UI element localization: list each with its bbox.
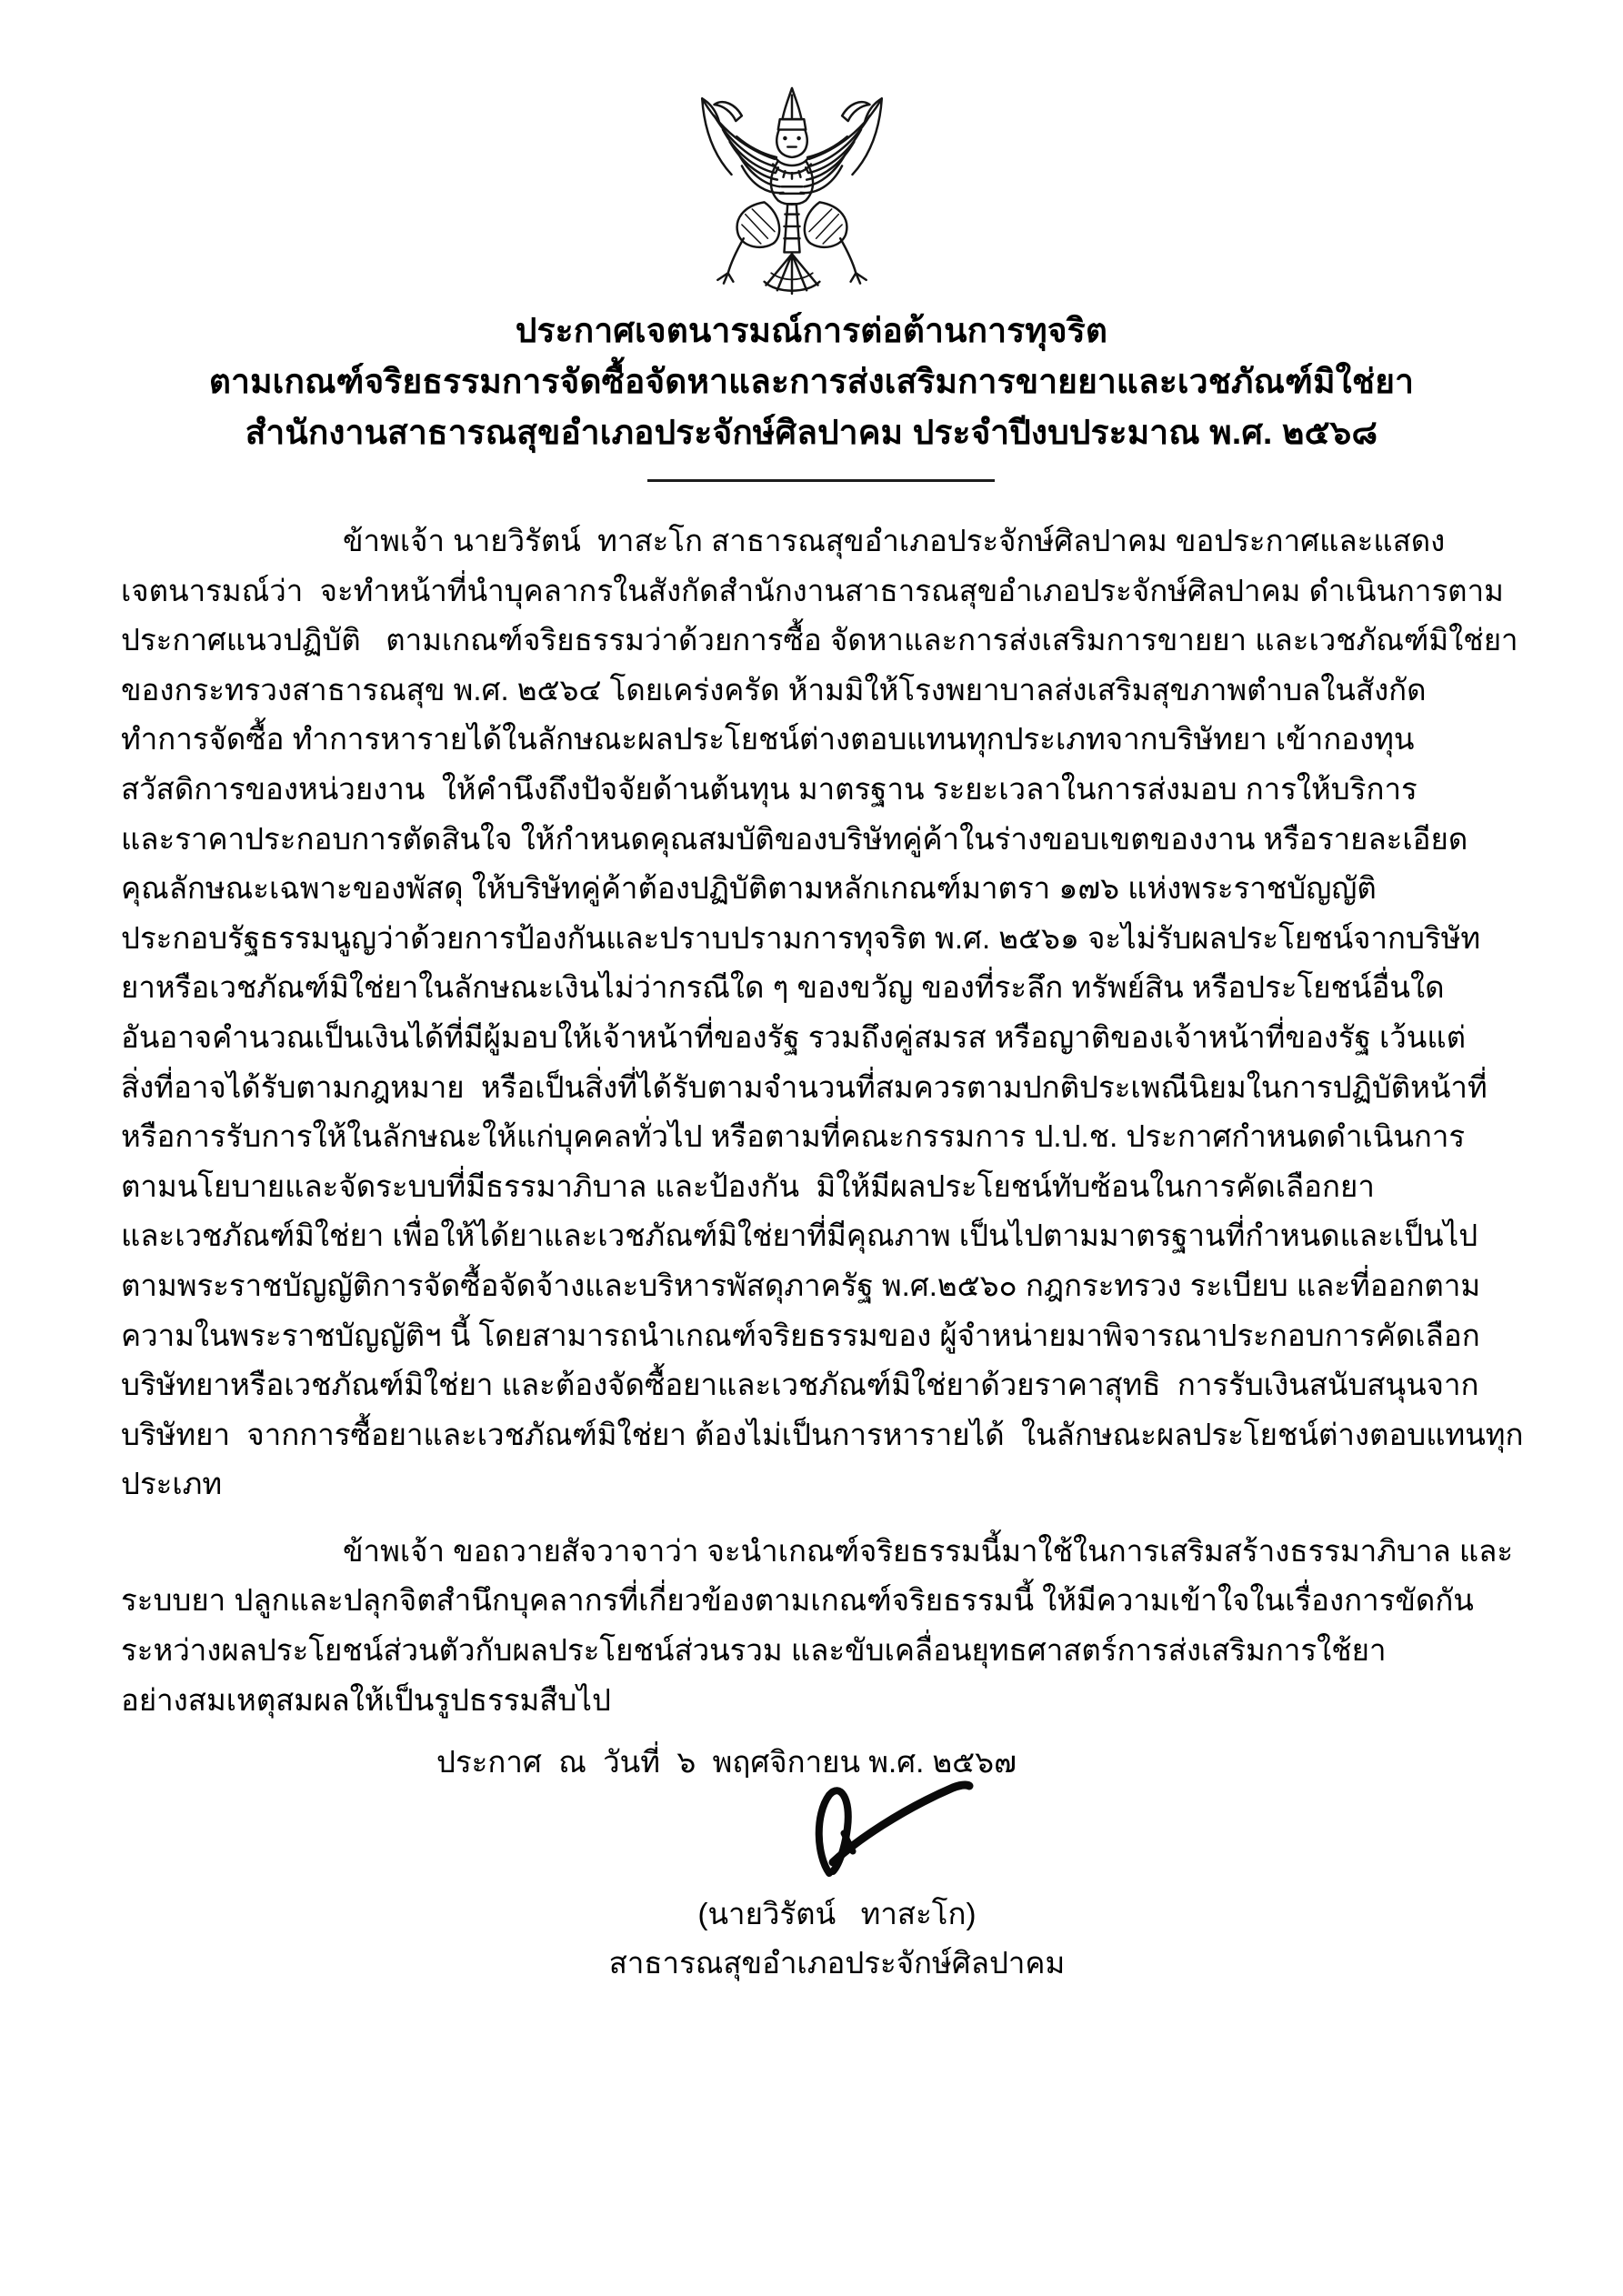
body-line: ตามพระราชบัญญัติการจัดซื้อจัดจ้างและบริหารพัสดุภาครัฐ พ.ศ.๒๕๖๐ กฎกระทรวง ระเบียบ และที่ออกตาม (121, 1268, 1481, 1302)
body-line: ตามนโยบายและจัดระบบที่มีธรรมาภิบาล และป้องกัน มิให้มีผลประโยชน์ทับซ้อนในการคัดเลือกยา (121, 1168, 1375, 1203)
body-line: ประกาศแนวปฏิบัติ ตามเกณฑ์จริยธรรมว่าด้วยการซื้อ จัดหาและการส่งเสริมการขายยา และเวชภัณฑ์มิใช่ยา (121, 623, 1518, 657)
body-line: ข้าพเจ้า นายวิรัตน์ ทาสะโก สาธารณสุขอำเภอประจักษ์ศิลปาคม ขอประกาศและแสดง (343, 524, 1446, 557)
body-line: ระหว่างผลประโยชน์ส่วนตัวกับผลประโยชน์ส่วนรวม และขับเคลื่อนยุทธศาสตร์การส่งเสริมการใช้ยา (121, 1633, 1387, 1668)
signatory-position: สาธารณสุขอำเภอประจักษ์ศิลปาคม (608, 1946, 1066, 1980)
signature-mark (793, 1775, 984, 1884)
document-title (0, 306, 1623, 458)
body-line: สวัสดิการของหน่วยงาน ให้คำนึงถึงปัจจัยด้านต้นทุน มาตรฐาน ระยะเวลาในการส่งมอบ การให้บริการ (121, 771, 1418, 806)
title-line-1: ประกาศเจตนารมณ์การต่อต้านการทุจริต (515, 312, 1108, 349)
body-line: ของกระทรวงสาธารณสุข พ.ศ. ๒๕๖๔ โดยเคร่งครัด ห้ามมิให้โรงพยาบาลส่งเสริมสุขภาพตำบลในสังกัด (121, 672, 1427, 707)
body-line: และเวชภัณฑ์มิใช่ยา เพื่อให้ได้ยาและเวชภัณฑ์มิใช่ยาที่มีคุณภาพ เป็นไปตามมาตรฐานที่กำหนดและเป็นไป (121, 1218, 1478, 1253)
body-line: หรือการรับการให้ในลักษณะให้แก่บุคคลทั่วไป หรือตามที่คณะกรรมการ ป.ป.ช. ประกาศกำหนดดำเนินการ (121, 1119, 1466, 1154)
body-line: ประเภท (121, 1467, 223, 1501)
body-line: และราคาประกอบการตัดสินใจ ให้กำหนดคุณสมบัติของบริษัทคู่ค้าในร่างขอบเขตของงาน หรือรายละเอียด (121, 821, 1468, 856)
body-line: ระบบยา ปลูกและปลุกจิตสำนึกบุคลากรที่เกี่ยวข้องตามเกณฑ์จริยธรรมนี้ ให้มีความเข้าใจในเรื่องการขัดกัน (121, 1583, 1474, 1618)
body-line: สิ่งที่อาจได้รับตามกฎหมาย หรือเป็นสิ่งที่ได้รับตามจำนวนที่สมควรตามปกติประเพณีนิยมในการปฏิบัติหน้าที่ (121, 1069, 1488, 1104)
title-underline (647, 479, 995, 482)
body-line: ยาหรือเวชภัณฑ์มิใช่ยาในลักษณะเงินไม่ว่ากรณีใด ๆ ของขวัญ ของที่ระลึก ทรัพย์สิน หรือประโยชน์อื่นใด (121, 970, 1445, 1005)
body-line: บริษัทยาหรือเวชภัณฑ์มิใช่ยา และต้องจัดซื้อยาและเวชภัณฑ์มิใช่ยาด้วยราคาสุทธิ การรับเงินสนับสนุนจาก (121, 1368, 1479, 1402)
signatory-name: (นายวิรัตน์ ทาสะโก) (697, 1897, 977, 1930)
body-line: ข้าพเจ้า ขอถวายสัจวาจาว่า จะนำเกณฑ์จริยธรรมนี้มาใช้ในการเสริมสร้างธรรมาภิบาล และ (343, 1533, 1514, 1568)
title-line-2: ตามเกณฑ์จริยธรรมการจัดซื้อจัดหาและการส่งเสริมการขายยาและเวชภัณฑ์มิใช่ยา (208, 363, 1415, 400)
body-line: คุณลักษณะเฉพาะของพัสดุ ให้บริษัทคู่ค้าต้องปฏิบัติตามหลักเกณฑ์มาตรา ๑๗๖ แห่งพระราชบัญญัติ (121, 871, 1377, 906)
title-line-3: สำนักงานสาธารณสุขอำเภอประจักษ์ศิลปาคม ประจำปีงบประมาณ พ.ศ. ๒๕๖๘ (245, 414, 1378, 451)
paragraph-1 (121, 516, 1524, 1509)
paragraph-2 (121, 1527, 1517, 1725)
body-line: เจตนารมณ์ว่า จะทำหน้าที่นำบุคลากรในสังกัดสำนักงานสาธารณสุขอำเภอประจักษ์ศิลปาคม ดำเนินการตาม (121, 573, 1504, 607)
body-line: ความในพระราชบัญญัติฯ นี้ โดยสามารถนำเกณฑ์จริยธรรมของ ผู้จำหน่ายมาพิจารณาประกอบการคัดเลือก (121, 1318, 1480, 1352)
document-body (121, 516, 1524, 1725)
body-line: ประกอบรัฐธรรมนูญว่าด้วยการป้องกันและปราบปรามการทุจริต พ.ศ. ๒๕๖๑ จะไม่รับผลประโยชน์จากบริษัท (121, 920, 1481, 955)
body-line: ทำการจัดซื้อ ทำการหารายได้ในลักษณะผลประโยชน์ต่างตอบแทนทุกประเภทจากบริษัทยา เข้ากองทุน (121, 722, 1415, 757)
garuda-emblem-icon (688, 82, 896, 300)
body-line: อย่างสมเหตุสมผลให้เป็นรูปธรรมสืบไป (121, 1682, 611, 1717)
body-line: อันอาจคำนวณเป็นเงินได้ที่มีผู้มอบให้เจ้าหน้าที่ของรัฐ รวมถึงคู่สมรส หรือญาติของเจ้าหน้าที่ของรัฐ เว้นแต่ (121, 1019, 1467, 1054)
announcement-date: ประกาศ ณ วันที่ ๖ พฤศจิกายน พ.ศ. ๒๕๖๗ (436, 1745, 1017, 1779)
body-line: บริษัทยา จากการซื้อยาและเวชภัณฑ์มิใช่ยา ต้องไม่เป็นการหารายได้ ในลักษณะผลประโยชน์ต่างตอบแทนทุก (121, 1417, 1524, 1451)
